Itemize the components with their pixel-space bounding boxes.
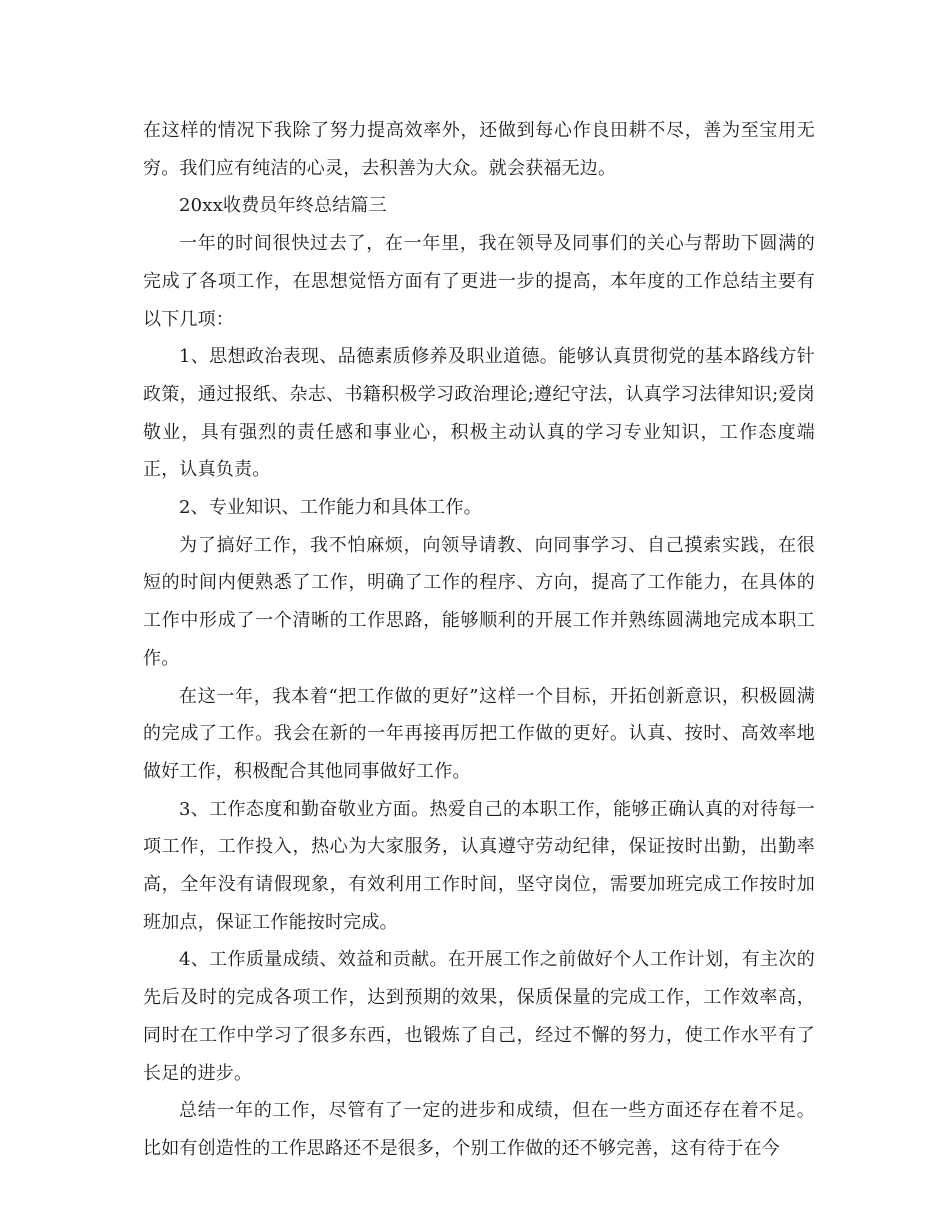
document-body [143, 112, 815, 1168]
paragraph-item-2-goal: 在这一年，我本着“把工作做的更好”这样一个目标，开拓创新意识，积极圆满的完成了工作。我会在新的一年再接再厉把工作做的更好。认真、按时、高效率地做好工作，积极配合其他同事做好工作。 [143, 685, 815, 782]
paragraph-item-3: 3、工作态度和勤奋敬业方面。热爱自己的本职工作，能够正确认真的对待每一项工作，工作投入，热心为大家服务，认真遵守劳动纪律，保证按时出勤，出勤率高，全年没有请假现象，有效利用工作时间，坚守岗位，需要加班完成工作按时加班加点，保证工作能按时完成。 [143, 798, 815, 933]
paragraph-item-2-heading: 2、专业知识、工作能力和具体工作。 [179, 497, 482, 519]
paragraph-item-1: 1、思想政治表现、品德素质修养及职业道德。能够认真贯彻党的基本路线方针政策，通过报纸、杂志、书籍积极学习政治理论;遵纪守法，认真学习法律知识;爱岗敬业，具有强烈的责任感和事业心，积极主动认真的学习专业知识，工作态度端正，认真负责。 [143, 346, 815, 481]
paragraph-intro: 一年的时间很快过去了，在一年里，我在领导及同事们的关心与帮助下圆满的完成了各项工作，在思想觉悟方面有了更进一步的提高，本年度的工作总结主要有以下几项： [143, 233, 815, 330]
paragraph-summary: 总结一年的工作，尽管有了一定的进步和成绩，但在一些方面还存在着不足。比如有创造性的工作思路还不是很多，个别工作做的还不够完善，这有待于在今 [143, 1100, 815, 1159]
section-heading: 20xx收费员年终总结篇三 [179, 195, 387, 217]
paragraph-continuation: 在这样的情况下我除了努力提高效率外，还做到每心作良田耕不尽，善为至宝用无穷。我们应有纯洁的心灵，去积善为大众。就会获福无边。 [143, 120, 815, 179]
paragraph-item-4: 4、工作质量成绩、效益和贡献。在开展工作之前做好个人工作计划，有主次的先后及时的完成各项工作，达到预期的效果，保质保量的完成工作，工作效率高，同时在工作中学习了很多东西，也锻炼了自己，经过不懈的努力，使工作水平有了长足的进步。 [143, 949, 815, 1084]
paragraph-item-2-body: 为了搞好工作，我不怕麻烦，向领导请教、向同事学习、自己摸索实践，在很短的时间内便熟悉了工作，明确了工作的程序、方向，提高了工作能力，在具体的工作中形成了一个清晰的工作思路，能够顺利的开展工作并熟练圆满地完成本职工作。 [143, 534, 815, 669]
